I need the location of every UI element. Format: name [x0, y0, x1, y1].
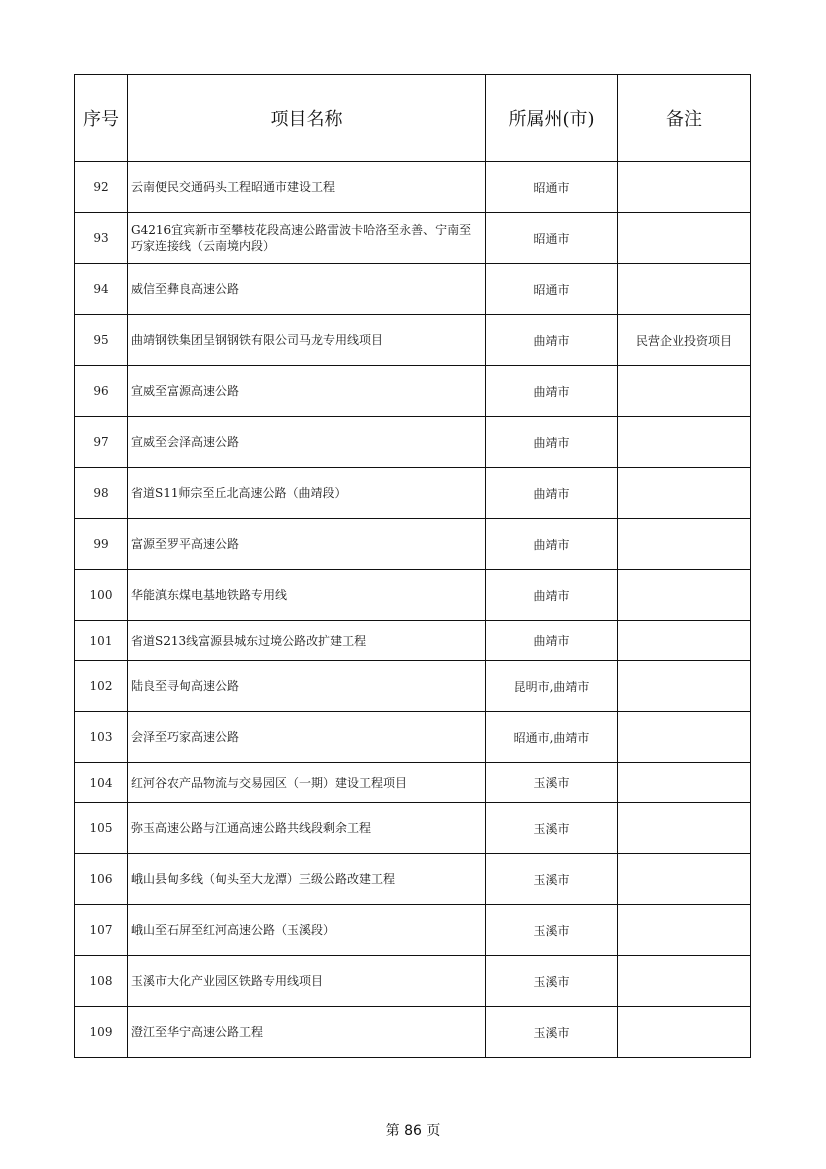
table-row	[75, 570, 751, 621]
row-project-name: G4216宜宾新市至攀枝花段高速公路雷波卡哈洛至永善、宁南至巧家连接线（云南境内段）	[128, 213, 486, 264]
row-seq: 104	[75, 763, 128, 803]
row-seq: 109	[75, 1007, 128, 1058]
row-city: 曲靖市	[486, 366, 618, 417]
page-number: 第 86 页	[385, 1123, 441, 1139]
row-city: 玉溪市	[486, 803, 618, 854]
row-project-name: 弥玉高速公路与江通高速公路共线段剩余工程	[128, 803, 486, 854]
row-note	[618, 264, 751, 315]
header-note: 备注	[618, 75, 751, 162]
row-city: 玉溪市	[486, 1007, 618, 1058]
row-note: 民营企业投资项目	[618, 315, 751, 366]
row-project-name: 云南便民交通码头工程昭通市建设工程	[128, 162, 486, 213]
header-project-name: 项目名称	[128, 75, 486, 162]
row-city: 曲靖市	[486, 621, 618, 661]
header-city: 所属州(市)	[486, 75, 618, 162]
row-note	[618, 621, 751, 661]
row-seq: 107	[75, 905, 128, 956]
table-row	[75, 162, 751, 213]
table-row	[75, 763, 751, 803]
row-note	[618, 162, 751, 213]
row-city: 曲靖市	[486, 570, 618, 621]
row-note	[618, 519, 751, 570]
row-note	[618, 905, 751, 956]
row-note	[618, 854, 751, 905]
row-city: 玉溪市	[486, 854, 618, 905]
row-project-name: 省道S213线富源县城东过境公路改扩建工程	[128, 621, 486, 661]
row-seq: 108	[75, 956, 128, 1007]
table-row	[75, 264, 751, 315]
row-project-name: 红河谷农产品物流与交易园区（一期）建设工程项目	[128, 763, 486, 803]
row-note	[618, 763, 751, 803]
row-project-name: 会泽至巧家高速公路	[128, 712, 486, 763]
row-project-name: 峨山县甸多线（甸头至大龙潭）三级公路改建工程	[128, 854, 486, 905]
table-row	[75, 417, 751, 468]
row-note	[618, 661, 751, 712]
table-row	[75, 519, 751, 570]
row-city: 曲靖市	[486, 315, 618, 366]
table-row	[75, 905, 751, 956]
row-seq: 103	[75, 712, 128, 763]
row-note	[618, 803, 751, 854]
row-seq: 97	[75, 417, 128, 468]
row-seq: 101	[75, 621, 128, 661]
row-project-name: 陆良至寻甸高速公路	[128, 661, 486, 712]
row-seq: 92	[75, 162, 128, 213]
table-row	[75, 315, 751, 366]
row-project-name: 富源至罗平高速公路	[128, 519, 486, 570]
row-note	[618, 956, 751, 1007]
row-seq: 95	[75, 315, 128, 366]
row-seq: 94	[75, 264, 128, 315]
row-seq: 106	[75, 854, 128, 905]
row-city: 曲靖市	[486, 468, 618, 519]
row-seq: 93	[75, 213, 128, 264]
row-note	[618, 213, 751, 264]
row-note	[618, 570, 751, 621]
row-project-name: 曲靖钢铁集团呈钢钢铁有限公司马龙专用线项目	[128, 315, 486, 366]
row-note	[618, 1007, 751, 1058]
row-note	[618, 417, 751, 468]
row-project-name: 澄江至华宁高速公路工程	[128, 1007, 486, 1058]
row-city: 昆明市,曲靖市	[486, 661, 618, 712]
table-row	[75, 712, 751, 763]
row-city: 昭通市	[486, 264, 618, 315]
row-project-name: 华能滇东煤电基地铁路专用线	[128, 570, 486, 621]
row-project-name: 峨山至石屏至红河高速公路（玉溪段）	[128, 905, 486, 956]
row-note	[618, 366, 751, 417]
table-row	[75, 854, 751, 905]
row-project-name: 省道S11师宗至丘北高速公路（曲靖段）	[128, 468, 486, 519]
table-row	[75, 1007, 751, 1058]
row-city: 玉溪市	[486, 905, 618, 956]
row-project-name: 玉溪市大化产业园区铁路专用线项目	[128, 956, 486, 1007]
row-project-name: 宣威至会泽高速公路	[128, 417, 486, 468]
project-table	[74, 74, 751, 1058]
row-city: 玉溪市	[486, 763, 618, 803]
row-project-name: 宣威至富源高速公路	[128, 366, 486, 417]
table-row	[75, 213, 751, 264]
row-city: 昭通市	[486, 162, 618, 213]
table-row	[75, 661, 751, 712]
row-note	[618, 468, 751, 519]
row-city: 曲靖市	[486, 519, 618, 570]
row-seq: 99	[75, 519, 128, 570]
table-row	[75, 468, 751, 519]
table-row	[75, 366, 751, 417]
row-seq: 105	[75, 803, 128, 854]
row-city: 曲靖市	[486, 417, 618, 468]
row-city: 昭通市,曲靖市	[486, 712, 618, 763]
row-note	[618, 712, 751, 763]
row-seq: 96	[75, 366, 128, 417]
table-header-row	[75, 75, 751, 162]
table-row	[75, 956, 751, 1007]
row-city: 玉溪市	[486, 956, 618, 1007]
row-project-name: 威信至彝良高速公路	[128, 264, 486, 315]
row-seq: 100	[75, 570, 128, 621]
header-seq: 序号	[75, 75, 128, 162]
table-row	[75, 803, 751, 854]
row-city: 昭通市	[486, 213, 618, 264]
table-row	[75, 621, 751, 661]
row-seq: 98	[75, 468, 128, 519]
row-seq: 102	[75, 661, 128, 712]
